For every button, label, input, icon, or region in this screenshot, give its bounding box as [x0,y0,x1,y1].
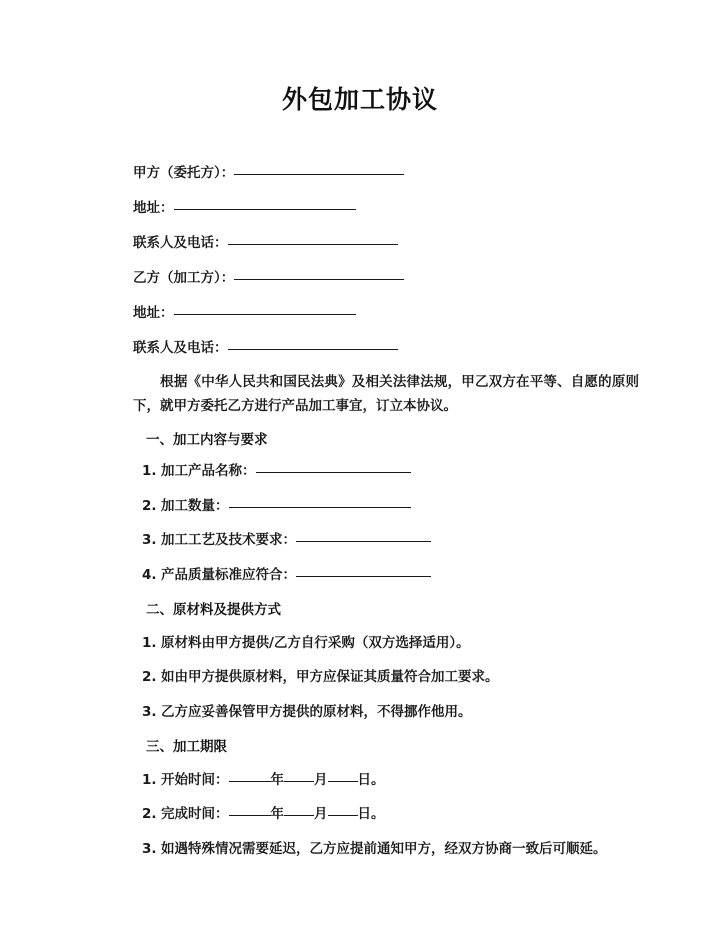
field-label: 乙方（加工方）： [133,270,235,286]
unit-year: 年 [270,806,284,822]
unit-day: 日。 [357,771,385,788]
field-label: 联系人及电话： [133,235,228,251]
unit-year: 年 [270,771,284,788]
fill-in-blank[interactable] [296,576,431,577]
list-item [133,703,639,720]
item-text: 如由甲方提供原材料，甲方应保证其质量符合加工要求。 [161,669,499,685]
item-number: 2. [142,806,157,822]
list-item [133,465,639,479]
page-title: 外包加工协议 [281,85,438,114]
preamble-text: 根据《中华人民共和国民法典》及相关法律法规，甲乙双方在平等、自愿的原则下，就甲方委托乙方进行产品加工事宜，订立本协议。 [133,373,639,414]
fill-in-blank[interactable] [256,472,411,473]
item-text: 乙方应妥善保管甲方提供的原材料，不得挪作他用。 [161,703,472,720]
section-heading-1: 一、加工内容与要求 [146,431,268,448]
preamble-paragraph [133,370,639,418]
field-party-a-contact [133,237,639,251]
item-text: 完成时间： [161,806,229,822]
item-text: 开始时间： [161,771,229,788]
section-heading-3: 三、加工期限 [146,739,227,755]
item-number: 1. [142,771,157,788]
item-text: 加工产品名称： [161,463,256,479]
item-text: 加工工艺及技术要求： [161,532,296,548]
fill-in-blank-year[interactable] [229,815,271,816]
item-text: 加工数量： [161,497,229,514]
field-party-a [133,167,639,181]
list-item [133,497,639,514]
item-number: 3. [142,840,157,857]
fill-in-blank-year[interactable] [229,781,271,782]
item-number: 3. [142,703,157,720]
field-label: 地址： [133,200,174,216]
list-item [133,840,639,857]
item-number: 1. [142,634,157,651]
fill-in-blank[interactable] [228,244,398,245]
item-text: 产品质量标准应符合： [161,566,296,583]
item-number: 2. [142,497,157,514]
fill-in-blank[interactable] [229,507,411,508]
list-item [133,671,639,685]
field-label: 地址： [133,305,174,321]
fill-in-blank-day[interactable] [328,781,358,782]
list-item [133,566,639,583]
fill-in-blank-month[interactable] [284,815,314,816]
section-heading-2: 二、原材料及提供方式 [146,602,281,618]
fill-in-blank[interactable] [174,209,356,210]
field-party-b-address [133,307,639,321]
field-party-b-contact [133,342,639,356]
fill-in-blank[interactable] [174,314,356,315]
field-label: 联系人及电话： [133,340,228,356]
fill-in-blank-day[interactable] [328,815,358,816]
item-number: 3. [142,532,157,548]
item-text: 如遇特殊情况需要延迟，乙方应提前通知甲方，经双方协商一致后可顺延。 [161,840,607,857]
item-number: 4. [142,566,157,583]
document-body [133,167,639,856]
list-item [133,808,639,822]
list-item [133,634,639,651]
fill-in-blank-month[interactable] [284,781,314,782]
item-number: 2. [142,669,157,685]
fill-in-blank[interactable] [228,349,398,350]
unit-month: 月 [314,806,328,822]
list-item [133,534,639,548]
list-item [133,771,639,788]
fill-in-blank[interactable] [234,174,404,175]
field-label: 甲方（委托方）： [133,165,235,181]
item-number: 1. [142,463,157,479]
fill-in-blank[interactable] [234,279,404,280]
unit-day: 日。 [357,806,385,822]
unit-month: 月 [314,771,328,788]
field-party-a-address [133,202,639,216]
fill-in-blank[interactable] [296,541,431,542]
field-party-b [133,272,639,286]
item-text: 原材料由甲方提供/乙方自行采购（双方选择适用）。 [161,634,470,651]
